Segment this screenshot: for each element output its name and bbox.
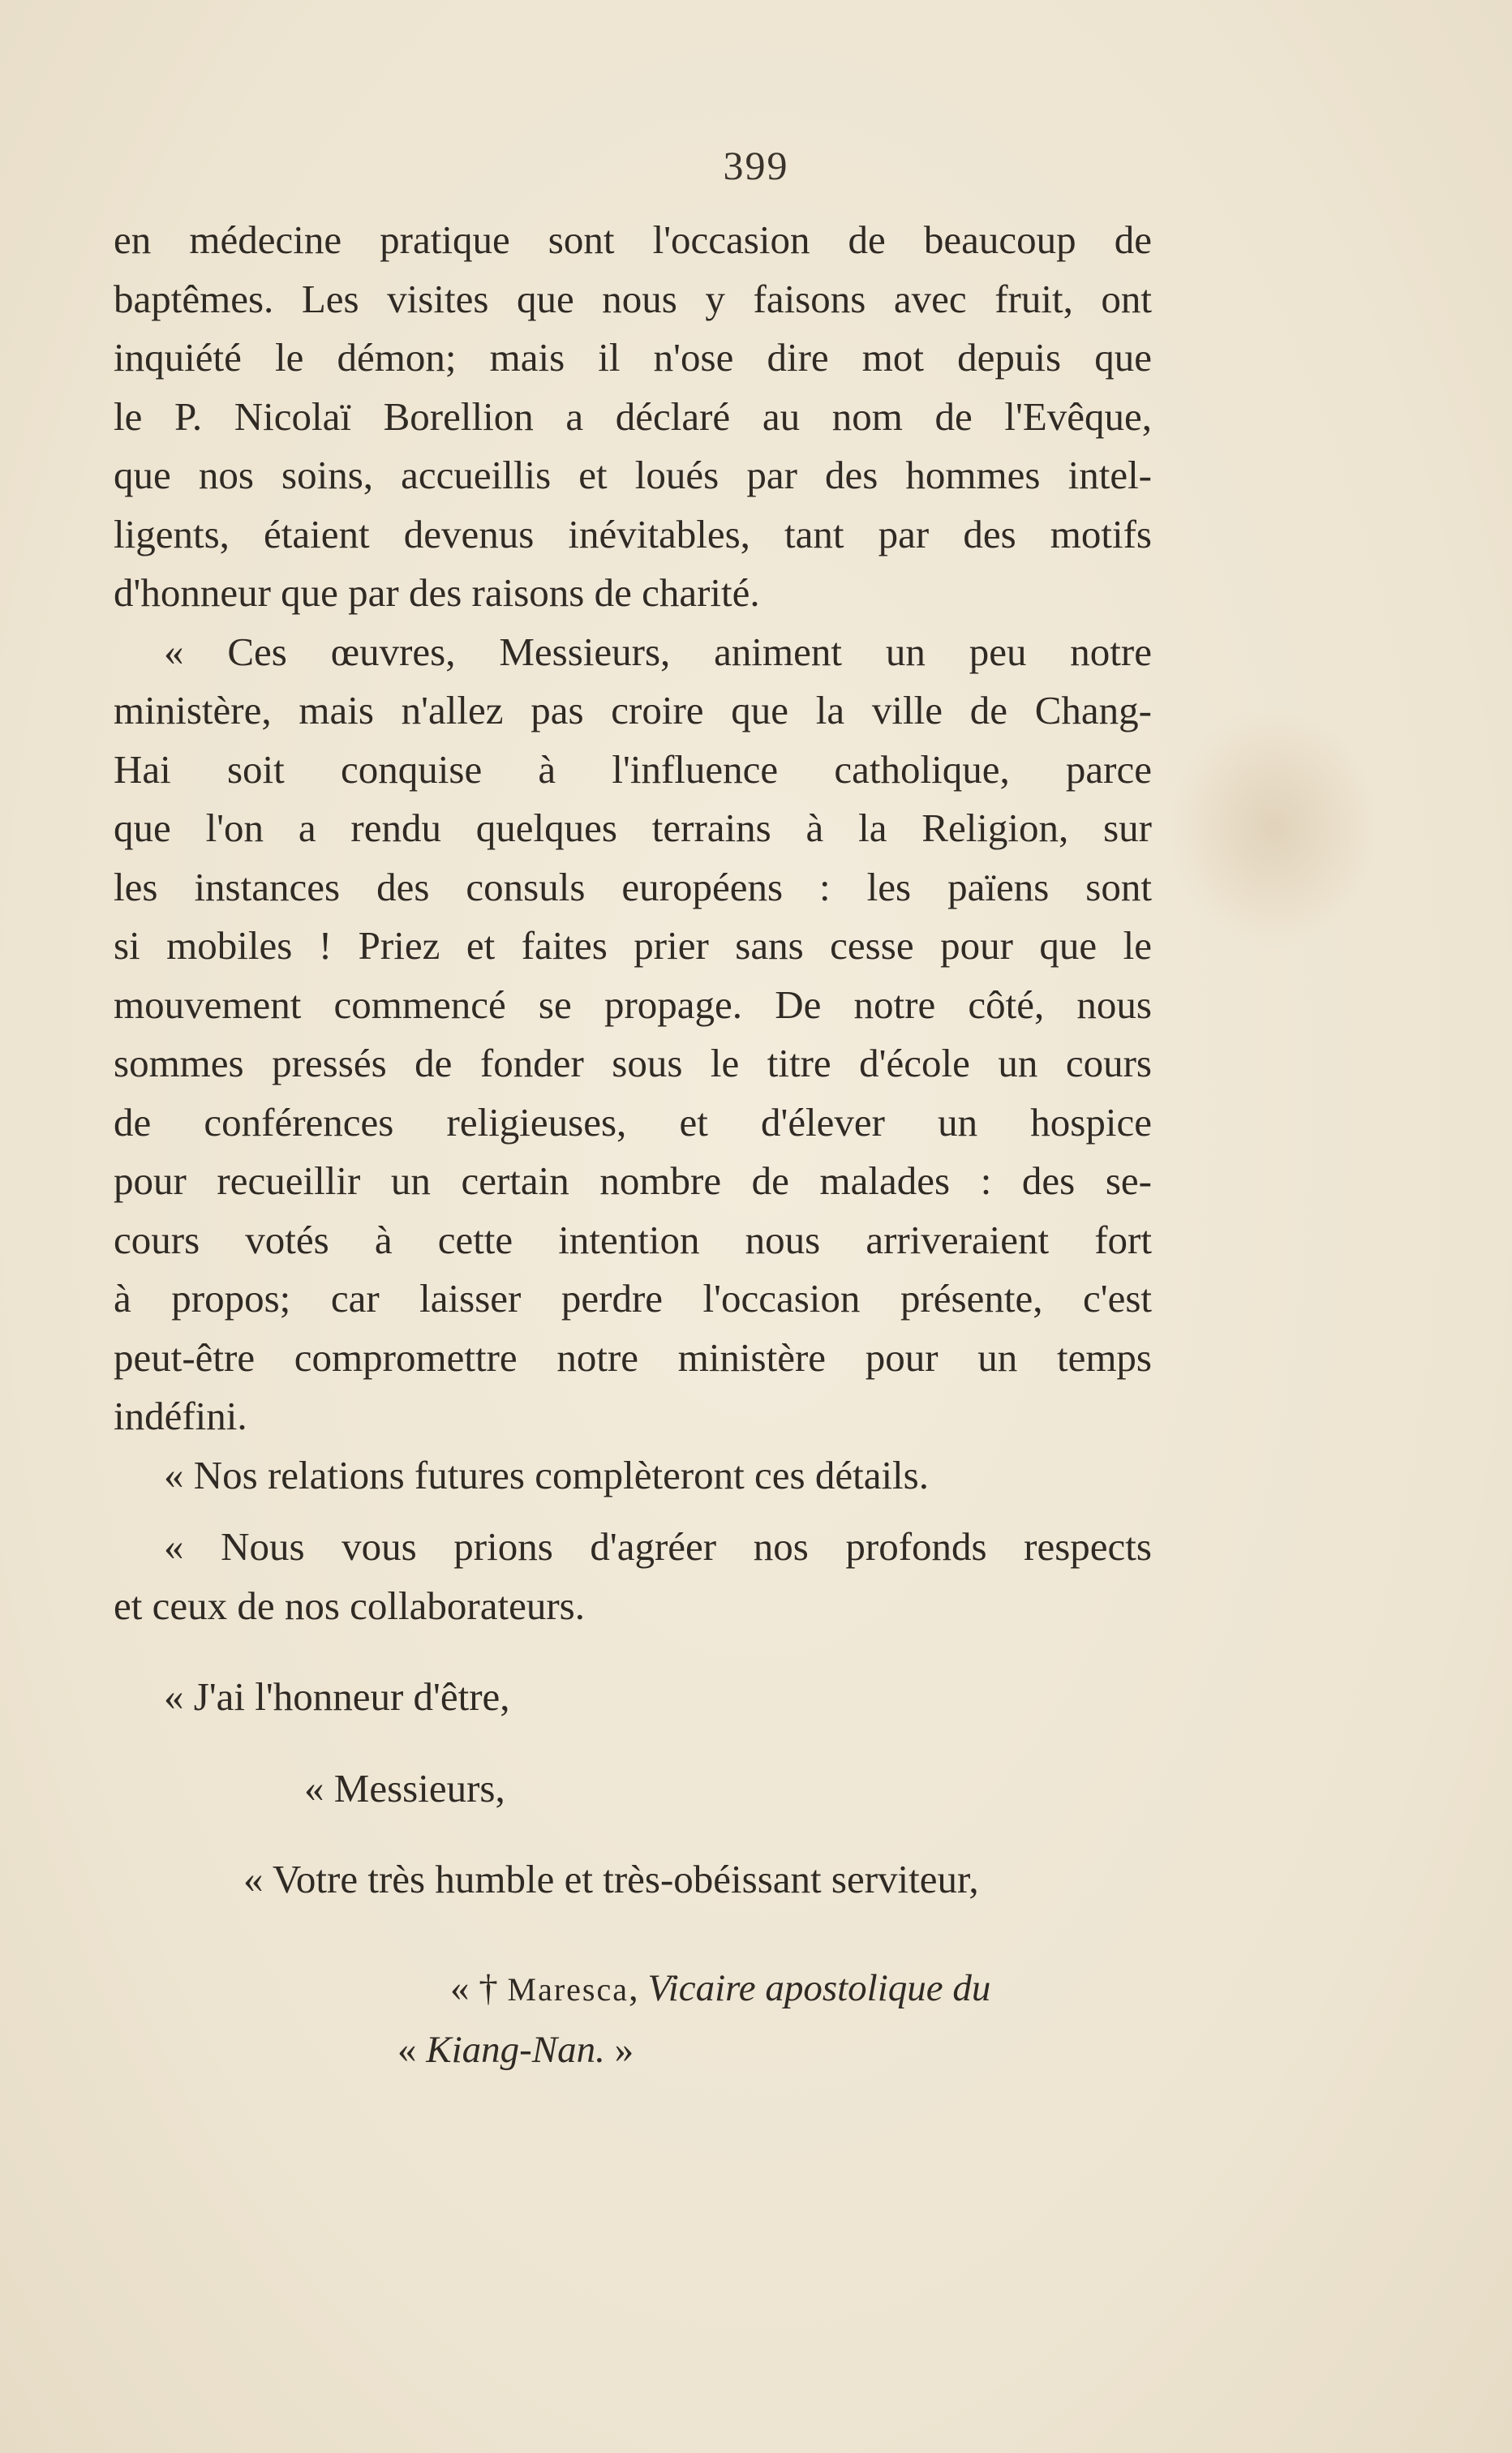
signature-line2-prefix: « [397,2028,427,2071]
text-line: « Ces œuvres, Messieurs, animent un peu notre [164,629,1152,674]
text-line: Hai soit conquise à l'influence catholique, parce [114,746,1152,792]
signature-line [114,2020,1152,2080]
text-line: le P. Nicolaï Borellion a déclaré au nom de l'Evêque, [114,393,1152,439]
page-number: 399 [723,143,789,188]
signature-block [114,1958,1152,2080]
signature-separator: , [628,1966,648,2009]
text-line: et ceux de nos collaborateurs. [114,1583,585,1628]
signature-title: Vicaire apostolique du [647,1966,991,2009]
text-line: indéfini. [114,1394,247,1438]
text-line: de conférences religieuses, et d'élever un hospice [114,1099,1152,1145]
text-line: en médecine pratique sont l'occasion de beaucoup de [114,217,1152,262]
text-line: les instances des consuls européens : les païens sont [114,864,1152,909]
text-line: mouvement commencé se propage. De notre côté, nous [114,982,1152,1027]
text-line: « Nos relations futures complèteront ces détails. [164,1452,929,1497]
paper-stain [1168,706,1379,949]
text-line: que nos soins, accueillis et loués par des hommes intel- [114,453,1152,497]
text-line: pour recueillir un certain nombre de malades : des se- [114,1158,1152,1203]
closing-line: « Votre très humble et très-obéissant serviteur, [243,1857,979,1901]
signature-name: Maresca [507,1970,629,2008]
text-line: que l'on a rendu quelques terrains à la Religion, sur [114,805,1152,850]
text-line: cours votés à cette intention nous arriveraient fort [114,1217,1152,1262]
signature-place: Kiang-Nan. [426,2028,605,2071]
text-line: d'honneur que par des raisons de charité. [114,570,760,615]
text-line: peut-être compromettre notre ministère pour un temps [114,1334,1152,1380]
text-line: baptêmes. Les visites que nous y faisons avec fruit, ont [114,276,1152,321]
closing-line: « Messieurs, [304,1765,505,1811]
text-line: à propos; car laisser perdre l'occasion présente, c'est [114,1276,1152,1321]
closing-line: « J'ai l'honneur d'être, [164,1674,510,1719]
text-line: « Nous vous prions d'agréer nos profonds respects [164,1524,1152,1569]
signature-line2-suffix: » [604,2028,634,2071]
signature-prefix: « † [450,1966,508,2009]
text-line: inquiété le démon; mais il n'ose dire mot depuis que [114,335,1152,380]
text-line: si mobiles ! Priez et faites prier sans cesse pour que le [114,923,1152,968]
body-text [114,211,1152,2080]
text-line: sommes pressés de fonder sous le titre d'école un cours [114,1041,1152,1085]
signature-line [114,1958,1152,2020]
text-line: ministère, mais n'allez pas croire que la ville de Chang- [114,688,1152,732]
text-line: ligents, étaient devenus inévitables, tant par des motifs [114,511,1152,556]
